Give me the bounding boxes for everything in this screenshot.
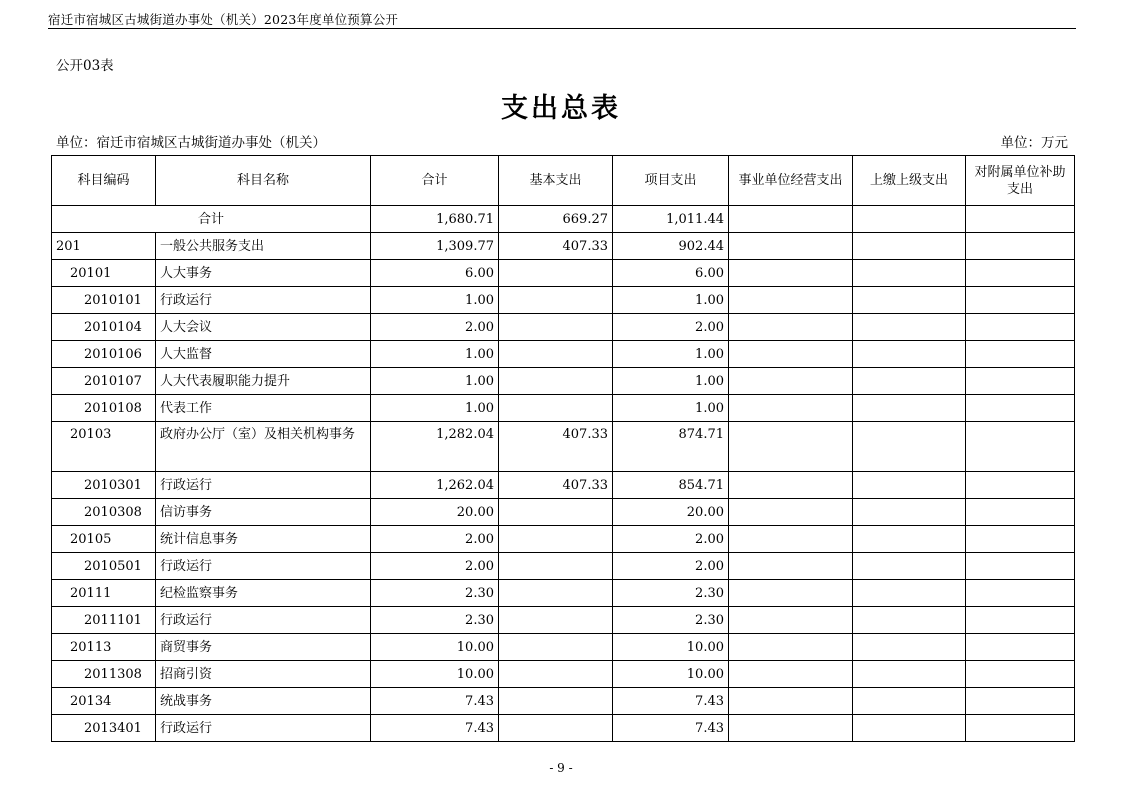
expenditure-table <box>51 155 1075 742</box>
name-cell: 行政运行 <box>156 553 371 580</box>
basic-cell <box>499 553 613 580</box>
basic-cell <box>499 607 613 634</box>
code-cell: 20113 <box>52 634 156 661</box>
total-cell: 2.30 <box>371 607 499 634</box>
subsidy-cell <box>966 661 1075 688</box>
column-header-total: 合计 <box>371 156 499 206</box>
code-cell: 2010108 <box>52 395 156 422</box>
code-cell: 20134 <box>52 688 156 715</box>
column-header-subsidy: 对附属单位补助支出 <box>966 156 1075 206</box>
project-cell: 874.71 <box>613 422 729 472</box>
business-cell <box>729 422 853 472</box>
header-rule <box>48 28 1076 29</box>
remit-cell <box>853 395 966 422</box>
project-cell: 10.00 <box>613 634 729 661</box>
subsidy-cell <box>966 314 1075 341</box>
project-cell: 2.00 <box>613 314 729 341</box>
subsidy-cell <box>966 499 1075 526</box>
table-row <box>52 499 1075 526</box>
name-cell: 一般公共服务支出 <box>156 233 371 260</box>
business-cell <box>729 260 853 287</box>
project-cell: 2.00 <box>613 526 729 553</box>
total-cell: 1,282.04 <box>371 422 499 472</box>
project-cell: 1.00 <box>613 368 729 395</box>
total-cell: 7.43 <box>371 688 499 715</box>
total-cell: 6.00 <box>371 260 499 287</box>
table-row <box>52 233 1075 260</box>
project-cell: 902.44 <box>613 233 729 260</box>
business-cell <box>729 688 853 715</box>
table-row <box>52 422 1075 472</box>
basic-cell <box>499 661 613 688</box>
remit-cell <box>853 341 966 368</box>
subsidy-cell <box>966 715 1075 742</box>
business-cell <box>729 607 853 634</box>
business-cell <box>729 634 853 661</box>
project-cell: 7.43 <box>613 688 729 715</box>
subsidy-cell <box>966 580 1075 607</box>
code-cell: 201 <box>52 233 156 260</box>
code-cell: 2010107 <box>52 368 156 395</box>
basic-cell <box>499 260 613 287</box>
table-row <box>52 634 1075 661</box>
project-cell: 20.00 <box>613 499 729 526</box>
business-cell <box>729 395 853 422</box>
remit-cell <box>853 233 966 260</box>
project-cell: 1.00 <box>613 287 729 314</box>
code-cell: 2010301 <box>52 472 156 499</box>
name-cell: 政府办公厅（室）及相关机构事务 <box>156 422 371 472</box>
basic-cell <box>499 314 613 341</box>
subsidy-cell <box>966 206 1075 233</box>
code-cell: 2010501 <box>52 553 156 580</box>
table-row <box>52 368 1075 395</box>
table-row <box>52 688 1075 715</box>
remit-cell <box>853 526 966 553</box>
business-cell <box>729 553 853 580</box>
basic-cell <box>499 395 613 422</box>
project-cell: 6.00 <box>613 260 729 287</box>
column-header-remit: 上缴上级支出 <box>853 156 966 206</box>
name-cell: 代表工作 <box>156 395 371 422</box>
subsidy-cell <box>966 607 1075 634</box>
project-cell: 7.43 <box>613 715 729 742</box>
column-header-business: 事业单位经营支出 <box>729 156 853 206</box>
total-cell: 1.00 <box>371 368 499 395</box>
total-cell: 2.00 <box>371 553 499 580</box>
unit-label-currency: 单位：万元 <box>1000 135 1068 151</box>
name-cell: 招商引资 <box>156 661 371 688</box>
basic-cell <box>499 580 613 607</box>
name-cell: 人大监督 <box>156 341 371 368</box>
name-cell: 行政运行 <box>156 607 371 634</box>
subsidy-cell <box>966 233 1075 260</box>
remit-cell <box>853 580 966 607</box>
code-cell: 2011308 <box>52 661 156 688</box>
total-cell: 1.00 <box>371 341 499 368</box>
code-cell: 2010308 <box>52 499 156 526</box>
name-cell: 人大代表履职能力提升 <box>156 368 371 395</box>
total-row <box>52 206 1075 233</box>
business-cell <box>729 233 853 260</box>
basic-cell <box>499 634 613 661</box>
basic-cell <box>499 688 613 715</box>
subsidy-cell <box>966 341 1075 368</box>
name-cell: 人大会议 <box>156 314 371 341</box>
subsidy-cell <box>966 553 1075 580</box>
total-cell: 10.00 <box>371 634 499 661</box>
table-row <box>52 607 1075 634</box>
name-cell: 人大事务 <box>156 260 371 287</box>
total-cell: 1.00 <box>371 395 499 422</box>
code-cell: 2010104 <box>52 314 156 341</box>
table-row <box>52 314 1075 341</box>
business-cell <box>729 341 853 368</box>
name-cell: 商贸事务 <box>156 634 371 661</box>
code-cell: 2010101 <box>52 287 156 314</box>
column-header-project: 项目支出 <box>613 156 729 206</box>
subsidy-cell <box>966 260 1075 287</box>
remit-cell <box>853 553 966 580</box>
total-cell: 1,309.77 <box>371 233 499 260</box>
total-cell: 2.00 <box>371 314 499 341</box>
total-label: 合计 <box>52 206 371 233</box>
total-cell: 1,262.04 <box>371 472 499 499</box>
basic-cell: 407.33 <box>499 422 613 472</box>
table-row <box>52 260 1075 287</box>
table-row <box>52 472 1075 499</box>
project-cell: 1.00 <box>613 341 729 368</box>
table-row <box>52 526 1075 553</box>
basic-cell: 407.33 <box>499 233 613 260</box>
code-cell: 20103 <box>52 422 156 472</box>
basic-cell: 669.27 <box>499 206 613 233</box>
table-row <box>52 715 1075 742</box>
table-row <box>52 553 1075 580</box>
basic-cell <box>499 341 613 368</box>
total-cell: 20.00 <box>371 499 499 526</box>
code-cell: 20105 <box>52 526 156 553</box>
table-row <box>52 395 1075 422</box>
business-cell <box>729 526 853 553</box>
business-cell <box>729 499 853 526</box>
remit-cell <box>853 368 966 395</box>
total-cell: 1.00 <box>371 287 499 314</box>
remit-cell <box>853 688 966 715</box>
basic-cell <box>499 499 613 526</box>
table-row <box>52 580 1075 607</box>
code-cell: 2013401 <box>52 715 156 742</box>
code-cell: 2011101 <box>52 607 156 634</box>
remit-cell <box>853 634 966 661</box>
business-cell <box>729 206 853 233</box>
page-number: - 9 - <box>549 761 573 775</box>
name-cell: 行政运行 <box>156 715 371 742</box>
remit-cell <box>853 287 966 314</box>
remit-cell <box>853 206 966 233</box>
total-cell: 1,680.71 <box>371 206 499 233</box>
code-cell: 20111 <box>52 580 156 607</box>
subsidy-cell <box>966 688 1075 715</box>
remit-cell <box>853 260 966 287</box>
business-cell <box>729 661 853 688</box>
business-cell <box>729 368 853 395</box>
subsidy-cell <box>966 422 1075 472</box>
project-cell: 854.71 <box>613 472 729 499</box>
project-cell: 2.00 <box>613 553 729 580</box>
basic-cell: 407.33 <box>499 472 613 499</box>
column-header-name: 科目名称 <box>156 156 371 206</box>
project-cell: 1,011.44 <box>613 206 729 233</box>
table-row <box>52 287 1075 314</box>
table-row <box>52 341 1075 368</box>
page-title: 支出总表 <box>501 93 621 124</box>
subsidy-cell <box>966 368 1075 395</box>
business-cell <box>729 580 853 607</box>
table-header-row <box>52 156 1075 206</box>
column-header-code: 科目编码 <box>52 156 156 206</box>
subsidy-cell <box>966 395 1075 422</box>
remit-cell <box>853 499 966 526</box>
business-cell <box>729 715 853 742</box>
remit-cell <box>853 607 966 634</box>
code-cell: 20101 <box>52 260 156 287</box>
name-cell: 行政运行 <box>156 287 371 314</box>
business-cell <box>729 472 853 499</box>
remit-cell <box>853 715 966 742</box>
total-cell: 2.00 <box>371 526 499 553</box>
total-cell: 10.00 <box>371 661 499 688</box>
name-cell: 信访事务 <box>156 499 371 526</box>
column-header-basic: 基本支出 <box>499 156 613 206</box>
project-cell: 10.00 <box>613 661 729 688</box>
table-row <box>52 661 1075 688</box>
remit-cell <box>853 422 966 472</box>
remit-cell <box>853 314 966 341</box>
subsidy-cell <box>966 526 1075 553</box>
name-cell: 统计信息事务 <box>156 526 371 553</box>
remit-cell <box>853 661 966 688</box>
basic-cell <box>499 287 613 314</box>
total-cell: 7.43 <box>371 715 499 742</box>
running-header: 宿迁市宿城区古城街道办事处（机关）2023年度单位预算公开 <box>48 12 399 27</box>
basic-cell <box>499 526 613 553</box>
remit-cell <box>853 472 966 499</box>
subsidy-cell <box>966 634 1075 661</box>
project-cell: 2.30 <box>613 607 729 634</box>
code-cell: 2010106 <box>52 341 156 368</box>
name-cell: 行政运行 <box>156 472 371 499</box>
basic-cell <box>499 715 613 742</box>
business-cell <box>729 287 853 314</box>
business-cell <box>729 314 853 341</box>
subsidy-cell <box>966 472 1075 499</box>
unit-label-organization: 单位：宿迁市宿城区古城街道办事处（机关） <box>56 135 326 151</box>
project-cell: 1.00 <box>613 395 729 422</box>
subsidy-cell <box>966 287 1075 314</box>
basic-cell <box>499 368 613 395</box>
total-cell: 2.30 <box>371 580 499 607</box>
name-cell: 统战事务 <box>156 688 371 715</box>
name-cell: 纪检监察事务 <box>156 580 371 607</box>
form-code: 公开03表 <box>56 58 114 74</box>
project-cell: 2.30 <box>613 580 729 607</box>
